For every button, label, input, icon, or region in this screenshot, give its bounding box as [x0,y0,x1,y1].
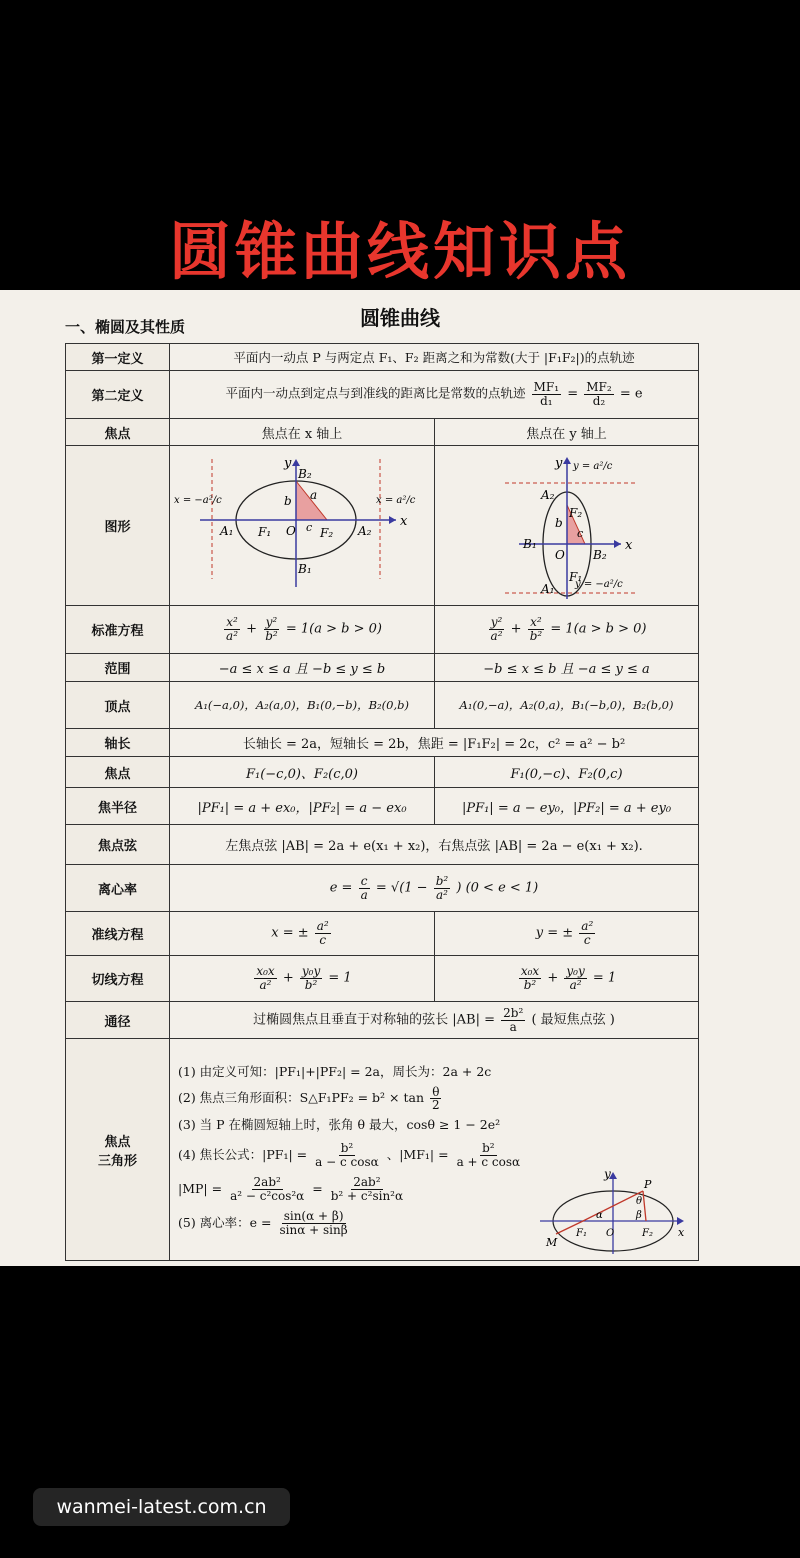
F1-label: F₁ [258,524,272,539]
table-row [66,1002,699,1039]
row-label: 焦点 [66,757,170,788]
table-row [66,956,699,1002]
a-label: a [310,487,318,502]
table-row [66,757,699,788]
x-axis-label: x [625,537,633,553]
row-label: 离心率 [66,865,170,912]
denominator: b² [265,629,278,643]
numerator: 2ab² [353,1175,381,1190]
origin-label: O [286,523,296,538]
numerator: θ [432,1084,440,1099]
row-label: 第二定义 [66,371,170,419]
row-label: 标准方程 [66,606,170,654]
row-label: 第一定义 [66,344,170,371]
eq-tail: ) (0 < e < 1) [456,880,539,896]
table-row [66,606,699,654]
directrix-left-label: x = −a²/c [174,494,222,506]
denominator: b² [523,978,537,992]
section-heading: 一、椭圆及其性质 [65,318,186,336]
numerator: MF₂ [586,380,612,395]
triangle-item-1: (1) 由定义可知：|PF₁|+|PF₂| = 2a，周长为：2a + 2c [178,1064,492,1080]
row-label: 准线方程 [66,912,170,956]
def1-text: 平面内一动点 P 与两定点 F₁、F₂ 距离之和为常数(大于 |F₁F₂|)的点轨迹 [170,344,699,371]
tangent-y [435,956,699,1002]
beta-label: β [636,1210,642,1221]
range-x: −a ≤ x ≤ a 且 −b ≤ y ≤ b [170,654,435,682]
item-text: |MP| = [178,1180,223,1196]
equals: = [312,1180,323,1196]
numerator: y₀y [566,964,585,979]
row-label: 范围 [66,654,170,682]
origin-label: O [606,1228,615,1239]
equals: = [567,387,579,402]
A1-label: A₁ [541,581,555,596]
table-row [66,788,699,825]
fraction [254,965,276,991]
fraction [584,381,613,407]
table-row [66,825,699,865]
denominator: a² [226,629,239,643]
theta-label: θ [636,1196,643,1207]
numerator: x₀x [520,964,540,979]
directrix-bottom-label: y = −a²/c [575,578,623,590]
focal-triangle-diagram [538,1166,688,1256]
denominator: b² + c²sin²α [330,1188,404,1203]
denominator: a [360,887,368,902]
F1-label: F₁ [569,569,583,584]
numerator: a² [316,919,329,934]
denominator: a² − c²cos²α [230,1188,305,1203]
table-row [66,654,699,682]
eq-tail: = 1 [328,971,352,986]
directrix-y [435,912,699,956]
focal-chord-text: 左焦点弦 |AB| = 2a + e(x₁ + x₂)，右焦点弦 |AB| = 2a − e(x₁ + x₂). [170,825,699,865]
focal-radius-y: |PF₁| = a − ey₀，|PF₂| = a + ey₀ [435,788,699,825]
focal-radius-x: |PF₁| = a + ex₀，|PF₂| = a − ex₀ [170,788,435,825]
B2-label: B₂ [298,466,312,481]
triangle-item-3: (3) 当 P 在椭圆短轴上时，张角 θ 最大，cosθ ≥ 1 − 2e² [178,1116,501,1132]
denominator: sinα + sinβ [279,1222,348,1237]
b-label: b [555,515,563,530]
numerator: x₀x [256,964,275,979]
fraction [519,965,541,991]
table-row [66,419,699,446]
y-axis-label: y [284,455,292,471]
latus-text: 过椭圆焦点且垂直于对称轴的弦长 |AB| = [253,1012,496,1028]
b-label: b [284,493,292,508]
numerator: y₀y [301,964,321,979]
fraction [564,965,586,991]
B1-label: B₁ [298,561,312,576]
c-label: c [577,526,584,540]
fraction [434,875,451,901]
fraction [579,920,595,946]
directrix-right-label: x = a²/c [376,494,416,506]
fraction [528,616,545,642]
y-axis-arrow [292,459,300,466]
table-row [66,371,699,419]
row-label: 顶点 [66,682,170,729]
x-axis-label: x [400,513,408,529]
document-sheet [0,290,800,1266]
watermark: wanmei-latest.com.cn [33,1488,290,1526]
focal-triangle-cell [170,1039,699,1261]
focus-coords-y: F₁(0,−c)、F₂(0,c) [435,757,699,788]
numerator: y² [265,615,278,630]
denominator: a [509,1019,517,1034]
std-eq-y [435,606,699,654]
table-row [66,865,699,912]
denominator: d₂ [592,394,606,408]
doc-title: 圆锥曲线 [360,306,440,330]
numerator: 2ab² [253,1175,281,1190]
item-text: (2) 焦点三角形面积：S△F₁PF₂ = b² × tan [178,1090,425,1106]
plus: + [547,971,559,986]
plus: + [246,622,258,637]
denominator: c [319,933,327,947]
F1-label: F₁ [576,1228,587,1239]
banner-title: 圆锥曲线知识点 [168,215,631,288]
eccentricity-formula [170,865,699,912]
x-axis-arrow [677,1217,684,1225]
item-text: 、|MF₁| = [386,1146,449,1162]
def2-cell [170,371,699,419]
fraction [501,1007,525,1033]
numerator: b² [482,1141,495,1156]
numerator: b² [340,1141,354,1156]
eq-tail: = 1(a > b > 0) [285,622,382,637]
denominator: c [583,933,591,947]
eq-pre: e = [329,880,353,896]
denominator: a − c cosα [315,1154,379,1169]
c-label: c [306,520,313,534]
fraction [300,965,322,991]
F2-label: F₂ [642,1228,653,1239]
item-text: (5) 离心率：e = [178,1214,272,1230]
numerator: a² [581,919,594,934]
numerator: sin(α + β) [283,1209,344,1224]
table-row [66,912,699,956]
denominator: a² [490,629,503,643]
denominator: b² [529,629,543,643]
std-eq-x [170,606,435,654]
F2-label: F₂ [569,505,583,520]
eq-pre: x = ± [271,926,309,941]
denominator: d₁ [540,394,553,408]
table-row [66,682,699,729]
label-line-2: 三角形 [97,1153,137,1169]
numerator: MF₁ [533,380,560,395]
A2-label: A₂ [358,523,372,538]
denominator: a² [569,978,582,992]
table-row [66,1039,699,1261]
x-axis-arrow [389,516,396,524]
x-axis-label: x [678,1226,685,1239]
def2-text: 平面内一动点到定点与到准线的距离比是常数的点轨迹 [225,386,526,401]
numerator: y² [490,615,503,630]
eq-tail: = 1 [592,971,617,986]
fraction [359,875,370,901]
row-label: 焦点 [66,419,170,446]
vertex-x: A₁(−a,0)，A₂(a,0)，B₁(0,−b)，B₂(0,b) [170,682,435,729]
table-row [66,729,699,757]
horizontal-ellipse-diagram [170,447,432,605]
fraction [489,616,505,642]
fraction [430,1086,442,1112]
fraction [315,920,331,946]
directrix-x [170,912,435,956]
denominator: a + c cosα [456,1154,521,1169]
numerator: 2b² [503,1005,524,1020]
fraction [228,1176,306,1202]
axis-length-text: 长轴长 = 2a，短轴长 = 2b，焦距 = |F₁F₂| = 2c，c² = a² − b² [170,729,699,757]
fraction [532,381,561,407]
denominator: a² [259,978,272,992]
latus-tail: ( 最短焦点弦 ) [531,1012,615,1028]
M-label: M [546,1236,558,1249]
focus-coords-x: F₁(−c,0)、F₂(c,0) [170,757,435,788]
x-axis-arrow [614,540,621,548]
table-row [66,446,699,606]
figure-vertical-ellipse [435,446,699,606]
fraction [329,1176,405,1202]
alpha-label: α [596,1210,603,1221]
vertical-ellipse-diagram [435,447,697,605]
row-label: 轴长 [66,729,170,757]
directrix-top-label: y = a²/c [573,460,613,472]
y-axis-label: y [604,1167,611,1181]
eq-mid: = √(1 − [375,880,428,896]
triangle-item-2 [178,1085,690,1112]
range-y: −b ≤ x ≤ b 且 −a ≤ y ≤ a [435,654,699,682]
row-label: 焦点弦 [66,825,170,865]
row-label: 图形 [66,446,170,606]
A1-label: A₁ [220,523,234,538]
numerator: x² [530,615,542,630]
eq-pre: y = ± [535,926,574,941]
label-line-1: 焦点 [104,1134,131,1150]
eq-tail: = 1(a > b > 0) [550,622,647,637]
figure-horizontal-ellipse [170,446,435,606]
P-label: P [644,1178,652,1191]
fraction [455,1142,523,1168]
tangent-x [170,956,435,1002]
denominator: 2 [432,1098,440,1113]
fraction [313,1142,381,1168]
row-label: 通径 [66,1002,170,1039]
table-row [66,344,699,371]
denominator: a² [435,887,448,902]
plus: + [510,622,522,637]
row-label: 切线方程 [66,956,170,1002]
def2-tail: = e [619,387,643,402]
row-label [66,1039,170,1261]
latus-rectum-cell [170,1002,699,1039]
plus: + [282,971,294,986]
fraction [263,616,280,642]
y-axis-label: y [555,455,563,471]
fraction [224,616,240,642]
F2-label: F₂ [320,525,334,540]
origin-label: O [555,547,565,562]
row-label: 焦半径 [66,788,170,825]
y-axis-arrow [563,457,571,464]
ellipse-properties-table [65,343,699,1261]
vertex-y: A₁(0,−a)，A₂(0,a)，B₁(−b,0)，B₂(b,0) [435,682,699,729]
B1-label: B₁ [523,536,537,551]
numerator: c [360,873,368,888]
B2-label: B₂ [593,547,607,562]
numerator: x² [226,615,238,630]
focus-x-axis: 焦点在 x 轴上 [170,419,435,446]
A2-label: A₂ [541,487,555,502]
item-text: (4) 焦长公式：|PF₁| = [178,1146,308,1162]
denominator: b² [304,978,318,992]
fraction [278,1210,350,1236]
focus-y-axis: 焦点在 y 轴上 [435,419,699,446]
numerator: b² [435,873,449,888]
